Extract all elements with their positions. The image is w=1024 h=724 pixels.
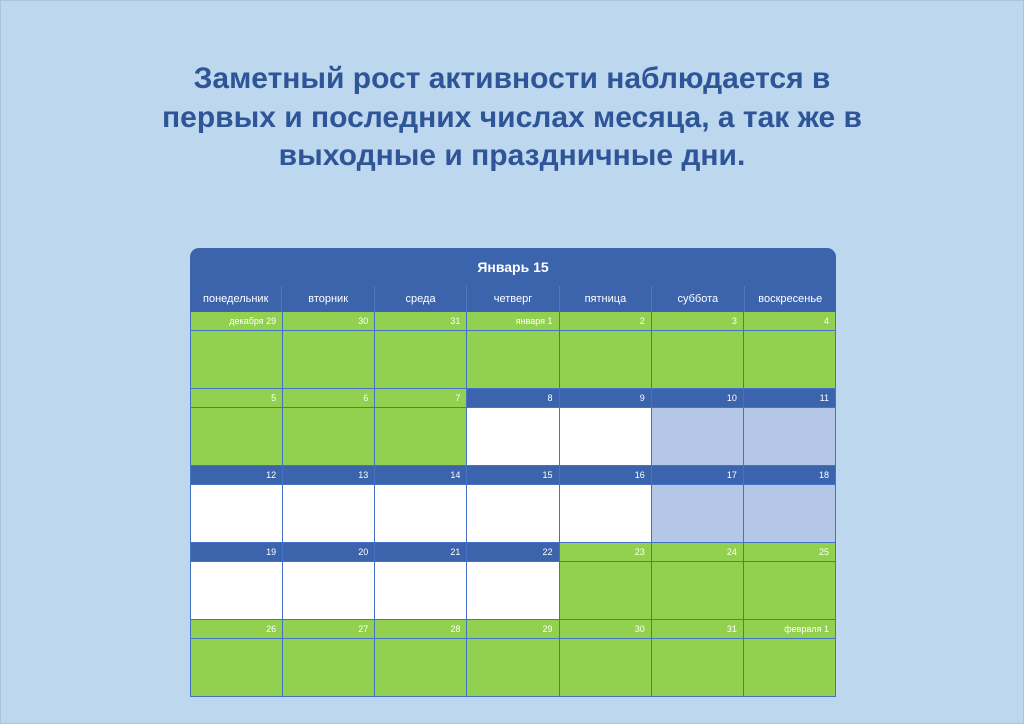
day-number: 26 bbox=[191, 620, 282, 639]
day-content-area bbox=[191, 408, 282, 466]
calendar-week-row bbox=[190, 389, 836, 466]
day-content-area bbox=[744, 562, 835, 620]
day-content-area bbox=[744, 331, 835, 389]
day-number: 6 bbox=[283, 389, 374, 408]
calendar-day-cell[interactable] bbox=[466, 620, 558, 697]
calendar-day-cell[interactable] bbox=[190, 620, 282, 697]
day-number: 31 bbox=[652, 620, 743, 639]
day-number: 21 bbox=[375, 543, 466, 562]
calendar-day-cell[interactable] bbox=[559, 389, 651, 466]
day-number: декабря 29 bbox=[191, 312, 282, 331]
day-number: 4 bbox=[744, 312, 835, 331]
calendar-day-cell[interactable] bbox=[743, 466, 836, 543]
day-number: 11 bbox=[744, 389, 835, 408]
calendar-day-cell[interactable] bbox=[282, 312, 374, 389]
calendar bbox=[190, 248, 836, 697]
day-number: 7 bbox=[375, 389, 466, 408]
day-number: 15 bbox=[467, 466, 558, 485]
calendar-day-cell[interactable] bbox=[282, 389, 374, 466]
day-content-area bbox=[191, 331, 282, 389]
calendar-day-cell[interactable] bbox=[190, 466, 282, 543]
slide-title: Заметный рост активности наблюдается в первых и последних числах месяца, а так же в выходные и праздничные дни. bbox=[162, 62, 862, 172]
day-number: 3 bbox=[652, 312, 743, 331]
day-number: 22 bbox=[467, 543, 558, 562]
calendar-week-row bbox=[190, 543, 836, 620]
calendar-day-cell[interactable] bbox=[651, 389, 743, 466]
day-number: 8 bbox=[467, 389, 558, 408]
calendar-day-cell[interactable] bbox=[190, 543, 282, 620]
calendar-day-cell[interactable] bbox=[374, 466, 466, 543]
day-number: января 1 bbox=[467, 312, 558, 331]
day-content-area bbox=[560, 485, 651, 543]
calendar-day-cell[interactable] bbox=[559, 466, 651, 543]
day-content-area bbox=[375, 639, 466, 697]
day-content-area bbox=[652, 639, 743, 697]
day-number: 30 bbox=[560, 620, 651, 639]
day-content-area bbox=[560, 408, 651, 466]
day-content-area bbox=[467, 408, 558, 466]
calendar-day-cell[interactable] bbox=[374, 620, 466, 697]
calendar-day-cell[interactable] bbox=[466, 466, 558, 543]
calendar-day-cell[interactable] bbox=[651, 466, 743, 543]
weekday-label: пятница bbox=[559, 286, 651, 312]
calendar-day-cell[interactable] bbox=[743, 312, 836, 389]
day-number: 12 bbox=[191, 466, 282, 485]
calendar-week-row bbox=[190, 312, 836, 389]
day-number: 27 bbox=[283, 620, 374, 639]
calendar-day-cell[interactable] bbox=[651, 620, 743, 697]
day-number: февраля 1 bbox=[744, 620, 835, 639]
calendar-day-cell[interactable] bbox=[190, 389, 282, 466]
day-content-area bbox=[652, 485, 743, 543]
day-number: 20 bbox=[283, 543, 374, 562]
day-number: 14 bbox=[375, 466, 466, 485]
day-content-area bbox=[652, 562, 743, 620]
calendar-month-header bbox=[190, 248, 836, 286]
calendar-day-cell[interactable] bbox=[466, 543, 558, 620]
calendar-grid bbox=[190, 312, 836, 697]
day-number: 9 bbox=[560, 389, 651, 408]
calendar-day-cell[interactable] bbox=[282, 620, 374, 697]
day-number: 24 bbox=[652, 543, 743, 562]
day-content-area bbox=[744, 408, 835, 466]
day-content-area bbox=[375, 562, 466, 620]
day-content-area bbox=[744, 485, 835, 543]
calendar-day-cell[interactable] bbox=[282, 543, 374, 620]
day-number: 19 bbox=[191, 543, 282, 562]
day-content-area bbox=[560, 639, 651, 697]
day-content-area bbox=[283, 408, 374, 466]
calendar-month-title: Январь 15 bbox=[477, 259, 549, 275]
day-content-area bbox=[375, 408, 466, 466]
weekday-label: воскресенье bbox=[744, 286, 836, 312]
calendar-day-cell[interactable] bbox=[466, 389, 558, 466]
day-content-area bbox=[283, 639, 374, 697]
day-number: 5 bbox=[191, 389, 282, 408]
day-number: 31 bbox=[375, 312, 466, 331]
day-content-area bbox=[744, 639, 835, 697]
weekday-label: понедельник bbox=[203, 293, 269, 305]
day-number: 23 bbox=[560, 543, 651, 562]
day-number: 17 bbox=[652, 466, 743, 485]
calendar-day-cell[interactable] bbox=[559, 543, 651, 620]
day-content-area bbox=[375, 331, 466, 389]
day-number: 28 bbox=[375, 620, 466, 639]
day-number: 30 bbox=[283, 312, 374, 331]
day-content-area bbox=[652, 331, 743, 389]
calendar-day-cell[interactable] bbox=[374, 543, 466, 620]
calendar-day-cell[interactable] bbox=[559, 312, 651, 389]
weekday-header-row bbox=[190, 286, 836, 312]
calendar-day-cell[interactable] bbox=[374, 312, 466, 389]
day-content-area bbox=[467, 485, 558, 543]
day-number: 29 bbox=[467, 620, 558, 639]
day-content-area bbox=[467, 331, 558, 389]
day-number: 16 bbox=[560, 466, 651, 485]
day-content-area bbox=[191, 639, 282, 697]
day-content-area bbox=[560, 331, 651, 389]
calendar-day-cell[interactable] bbox=[559, 620, 651, 697]
day-content-area bbox=[191, 485, 282, 543]
day-content-area bbox=[191, 562, 282, 620]
calendar-day-cell[interactable] bbox=[743, 620, 836, 697]
day-content-area bbox=[283, 562, 374, 620]
weekday-label: суббота bbox=[651, 286, 743, 312]
day-number: 2 bbox=[560, 312, 651, 331]
day-content-area bbox=[467, 639, 558, 697]
day-content-area bbox=[467, 562, 558, 620]
day-content-area bbox=[375, 485, 466, 543]
weekday-label: четверг bbox=[466, 286, 558, 312]
calendar-week-row bbox=[190, 620, 836, 697]
calendar-week-row bbox=[190, 466, 836, 543]
calendar-day-cell[interactable] bbox=[190, 312, 282, 389]
calendar-day-cell[interactable] bbox=[466, 312, 558, 389]
calendar-day-cell[interactable] bbox=[282, 466, 374, 543]
calendar-day-cell[interactable] bbox=[374, 389, 466, 466]
day-number: 25 bbox=[744, 543, 835, 562]
day-content-area bbox=[652, 408, 743, 466]
day-content-area bbox=[283, 331, 374, 389]
day-number: 10 bbox=[652, 389, 743, 408]
calendar-day-cell[interactable] bbox=[651, 312, 743, 389]
calendar-day-cell[interactable] bbox=[743, 389, 836, 466]
calendar-day-cell[interactable] bbox=[651, 543, 743, 620]
day-content-area bbox=[283, 485, 374, 543]
day-number: 18 bbox=[744, 466, 835, 485]
weekday-label: вторник bbox=[281, 286, 373, 312]
day-number: 13 bbox=[283, 466, 374, 485]
day-content-area bbox=[560, 562, 651, 620]
calendar-day-cell[interactable] bbox=[743, 543, 836, 620]
weekday-label: среда bbox=[374, 286, 466, 312]
